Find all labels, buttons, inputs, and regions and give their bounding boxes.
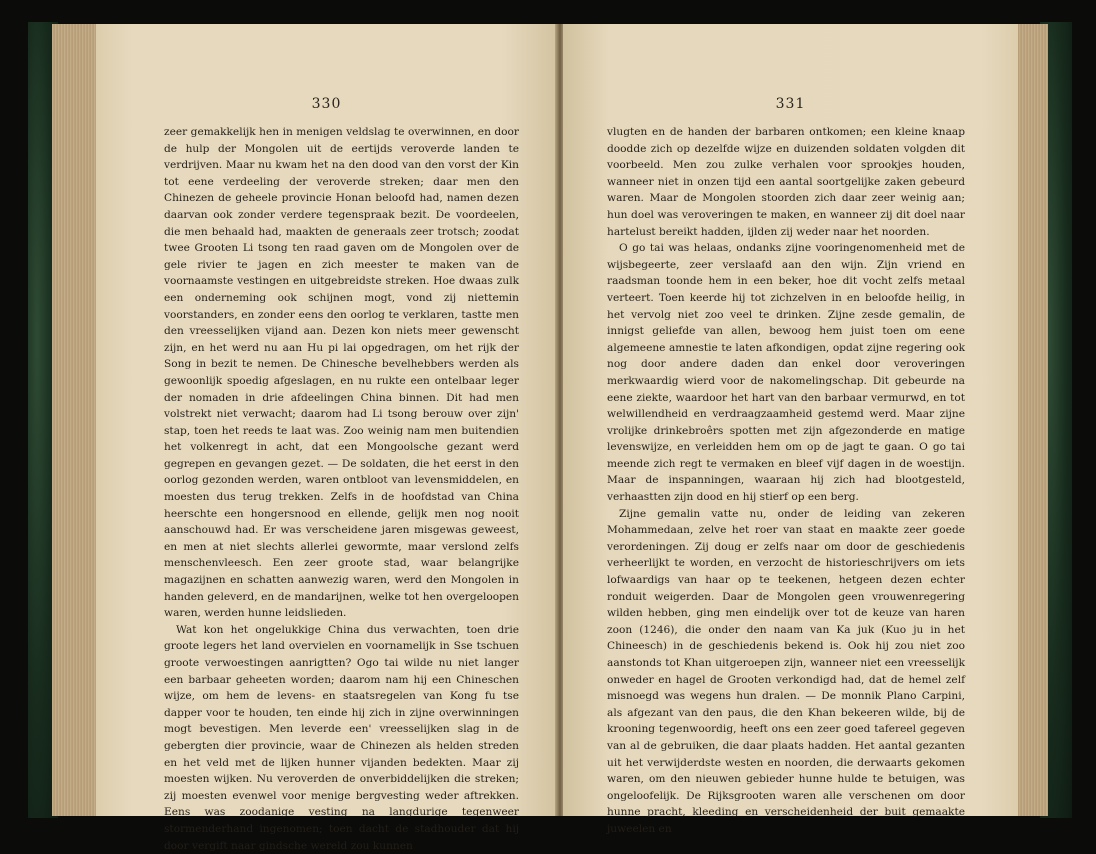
page-text bbox=[164, 124, 519, 854]
paragraph: O go tai was helaas, ondanks zijne vooringenomenheid met de wijsbegeerte, zeer verslaafd aan den wijn. Zijn vriend en raadsman toonde hem in een beker, hoe dit vocht zelfs metaal verteert. Toen keerde hij tot zichzelven in en beloofde heilig, in het vervolg niet zoo veel te drinken. Zijne zesde gemalin, de innigst geliefde van allen, bewoog hem juist toen om eene algemeene amnestie te laten afkondigen, opdat zijne regering ook nog door andere daden dan enkel door veroveringen merkwaardig wierd voor de nakomelingschap. Dit gebeurde na eene ziekte, waardoor het hart van den barbaar vermurwd, en tot welwillendheid en verdraagzaamheid gestemd werd. Maar zijne vrolijke drinkebroêrs spotten met zijn afgezonderde en matige levenswijze, en verleidden hem om op de jagt te gaan. O go tai meende zich regt te vermaken en bleef vijf dagen in de woestijn. Maar de inspanningen, waaraan hij zich had blootgesteld, verhaastten zijn dood en hij stierf op een berg. bbox=[607, 242, 965, 504]
paragraph: zeer gemakkelijk hen in menigen veldslag te overwinnen, en door de hulp der Mongolen uit de eertijds veroverde landen te verdrijven. Maar nu kwam het na den dood van den vorst der Kin tot eene verdeeling der veroverde streken; daar men den Chinezen de geheele provincie Honan beloofd had, namen dezen daarvan ook zonder verdere tegenspraak bezit. De voordeelen, die men behaald had, maakten de generaals zeer trotsch; zoodat twee Grooten Li tsong ten raad gaven om de Mongolen over de gele rivier te jagen en zich meester te maken van de voornaamste vestingen en uitgebreidste streken. Hoe dwaas zulk een onderneming ook schijnen mogt, vond zij niettemin voorstanders, en zonder eens den oorlog te verklaren, tastte men den vreesselijken vijand aan. Dezen kon niets meer gewenscht zijn, en het werd nu aan Hu pi lai opgedragen, om het rijk der Song in bezit te nemen. De Chinesche bevelhebbers werden als gewoonlijk spoedig afgeslagen, en nu rukte een ontelbaar leger der nomaden in drie afdeelingen China binnen. Dit had men volstrekt niet verwacht; daarom had Li tsong berouw over zijn' stap, toen het reeds te laat was. Zoo weinig nam men buitendien het volkenregt in acht, dat een Mongoolsche gezant werd gegrepen en gevangen gezet. — De soldaten, die het eerst in den oorlog gezonden werden, waren ontbloot van levensmiddelen, en moesten dus terug trekken. Zelfs in de hoofdstad van China heerschte een hongersnood en ellende, gelijk men nog nooit aanschouwd had. Er was verscheidene jaren misgewas geweest, en men at niet slechts allerlei gewormte, maar verslond zelfs menschenvleesch. Een zeer groote stad, waar belangrijke magazijnen en schatten aanwezig waren, werd den Mongolen in handen geleverd, en de mandarijnen, welke tot hen overgeloopen waren, werden hunne leidslieden. bbox=[164, 126, 519, 620]
page-number: 331 bbox=[775, 96, 806, 112]
paragraph: vlugten en de handen der barbaren ontkomen; een kleine knaap doodde zich op dezelfde wijze en duizenden soldaten volgden dit voorbeeld. Men zou zulke verhalen voor sprookjes houden, wanneer niet in onzen tijd een aantal soortgelijke zaken gebeurd waren. Maar de Mongolen stoorden zich daar zeer weinig aan; hun doel was veroveringen te maken, en wanneer zij dit doel naar hartelust bereikt hadden, ijlden zij weder naar het noorden. bbox=[607, 126, 965, 238]
paragraph: Zijne gemalin vatte nu, onder de leiding van zekeren Mohammedaan, zelve het roer van staat en maakte zeer goede verordeningen. Zij doug er zelfs naar om door de geschiedenis verheerlijkt te worden, en verzocht de historieschrijvers om iets lofwaardigs van haar op te teekenen, hetgeen dezen echter ronduit weigerden. Daar de Mongolen geen vrouwenregering wilden hebben, ging men eindelijk over tot de keuze van haren zoon (1246), die onder den naam van Ka juk (Kuo ju in het Chineesch) in de geschiedenis bekend is. Ook hij zou niet zoo aanstonds tot Khan uitgeroepen zijn, wanneer niet een vreesselijk onweder en hagel de Grooten verkondigd had, dat de hemel zelf misnoegd was wegens hun dralen. — De monnik Plano Carpini, als afgezant van den paus, die den Khan bekeeren wilde, bij de krooning tegenwoordig, heeft ons een zeer goed tafereel gegeven van al de gebruiken, die daar plaats hadden. Het aantal gezanten uit het verwijderdste westen en noorden, die derwaarts gekomen waren, om den nieuwen gebieder hunne hulde te betuigen, was ongeloofelijk. De Rijksgrooten waren alle verschenen om door hunne pracht, kleeding en verscheidenheid der buit gemaakte juweelen en bbox=[607, 507, 965, 835]
right-page bbox=[563, 24, 1018, 835]
page-text bbox=[607, 124, 965, 838]
paragraph: Wat kon het ongelukkige China dus verwachten, toen drie groote legers het land overvielen en voornamelijk in Sse tschuen groote verwoestingen aanrigtten? Ogo tai wilde nu niet langer een barbaar geheeten worden; daarom nam hij een Chineschen wijze, om hem de levens- en staatsregelen van Kong fu tse dapper voor te houden, ten einde hij zich in zijne overwinningen mogt bevestigen. Men leverde een' vreesselijken slag in de gebergten dier provincie, waar de Chinezen als helden streden en het veld met de lijken hunner vijanden bedekten. Maar zij moesten wijken. Nu veroverden de onverbiddelijken die streken; zij moesten evenwel voor menige bergvesting weder aftrekken. Eens was zoodanige vesting na langdurige tegenweer stormenderhand ingenomen; toen dacht de stadhouder dat hij door vergift naar gindsche wereld zou kunnen bbox=[164, 623, 519, 852]
page-edges-right bbox=[1016, 24, 1048, 816]
page-number: 330 bbox=[311, 96, 342, 112]
left-page bbox=[96, 24, 557, 852]
page-edges-left bbox=[52, 24, 100, 816]
